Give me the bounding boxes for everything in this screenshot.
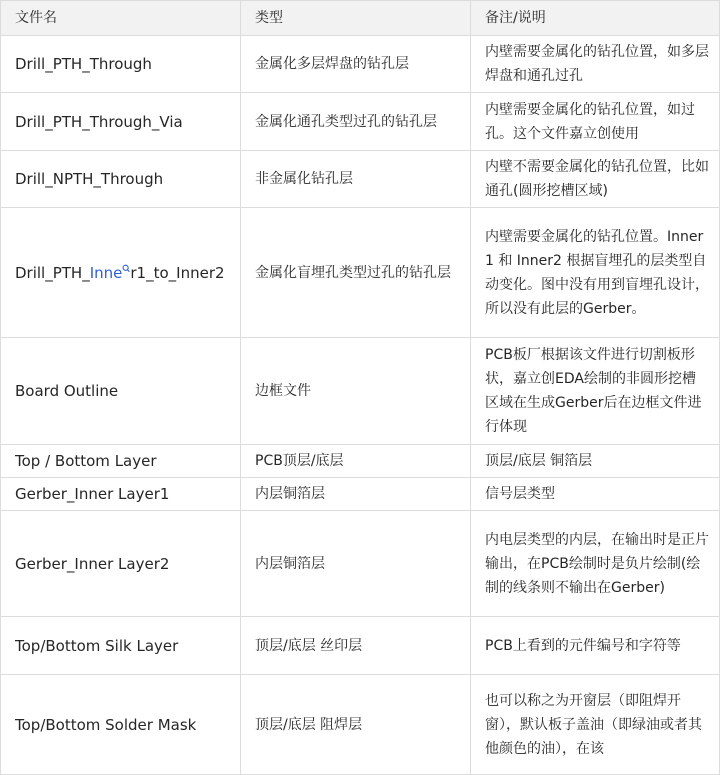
filename-cell: Top/Bottom Solder Mask xyxy=(1,675,241,775)
note-cell: 内电层类型的内层，在输出时是正片输出，在PCB绘制时是负片绘制(绘制的线条则不输出在Gerber) xyxy=(471,511,720,617)
header-type: 类型 xyxy=(241,1,471,36)
note-cell: 内壁不需要金属化的钻孔位置，比如通孔(圆形挖槽区域) xyxy=(471,151,720,208)
note-cell: 内壁需要金属化的钻孔位置，如多层焊盘和通孔过孔 xyxy=(471,36,720,93)
header-note: 备注/说明 xyxy=(471,1,720,36)
filename-cell xyxy=(1,208,241,338)
table-row xyxy=(1,675,720,775)
type-cell: 金属化通孔类型过孔的钻孔层 xyxy=(241,93,471,151)
table-header-row xyxy=(1,1,720,36)
type-cell: 内层铜箔层 xyxy=(241,511,471,617)
filename-prefix: Drill_PTH_ xyxy=(15,263,90,282)
header-filename: 文件名 xyxy=(1,1,241,36)
filename-cell: Gerber_Inner Layer2 xyxy=(1,511,241,617)
filename-cell: Top / Bottom Layer xyxy=(1,445,241,478)
note-cell: 也可以称之为开窗层（即阻焊开窗），默认板子盖油（即绿油或者其他颜色的油），在该 xyxy=(471,675,720,775)
filename-cell: Drill_PTH_Through xyxy=(1,36,241,93)
note-cell: 顶层/底层 铜箔层 xyxy=(471,445,720,478)
table-row xyxy=(1,208,720,338)
table-row xyxy=(1,338,720,445)
table-row xyxy=(1,151,720,208)
type-cell: 金属化盲埋孔类型过孔的钻孔层 xyxy=(241,208,471,338)
type-cell: 顶层/底层 丝印层 xyxy=(241,617,471,675)
note-cell: 内壁需要金属化的钻孔位置，如过孔。这个文件嘉立创使用 xyxy=(471,93,720,151)
table-row xyxy=(1,93,720,151)
filename-cell: Drill_NPTH_Through xyxy=(1,151,241,208)
note-cell: 信号层类型 xyxy=(471,478,720,511)
filename-cell: Board Outline xyxy=(1,338,241,445)
table-row xyxy=(1,445,720,478)
type-cell: PCB顶层/底层 xyxy=(241,445,471,478)
filename-suffix: r1_to_Inner2 xyxy=(130,263,225,282)
filename-search-highlight[interactable]: Inne xyxy=(89,263,123,282)
note-cell: PCB板厂根据该文件进行切割板形状，嘉立创EDA绘制的非圆形挖槽区域在生成Gerber后在边框文件进行体现 xyxy=(471,338,720,445)
filename-cell: Drill_PTH_Through_Via xyxy=(1,93,241,151)
filename-cell: Gerber_Inner Layer1 xyxy=(1,478,241,511)
filename-cell: Top/Bottom Silk Layer xyxy=(1,617,241,675)
note-cell: 内壁需要金属化的钻孔位置。Inner1 和 Inner2 根据盲埋孔的层类型自动变化。图中没有用到盲埋孔设计，所以没有此层的Gerber。 xyxy=(471,208,720,338)
type-cell: 顶层/底层 阻焊层 xyxy=(241,675,471,775)
table-row xyxy=(1,478,720,511)
type-cell: 内层铜箔层 xyxy=(241,478,471,511)
table-row xyxy=(1,511,720,617)
note-cell: PCB上看到的元件编号和字符等 xyxy=(471,617,720,675)
table-row xyxy=(1,36,720,93)
type-cell: 非金属化钻孔层 xyxy=(241,151,471,208)
table-row xyxy=(1,617,720,675)
type-cell: 金属化多层焊盘的钻孔层 xyxy=(241,36,471,93)
type-cell: 边框文件 xyxy=(241,338,471,445)
